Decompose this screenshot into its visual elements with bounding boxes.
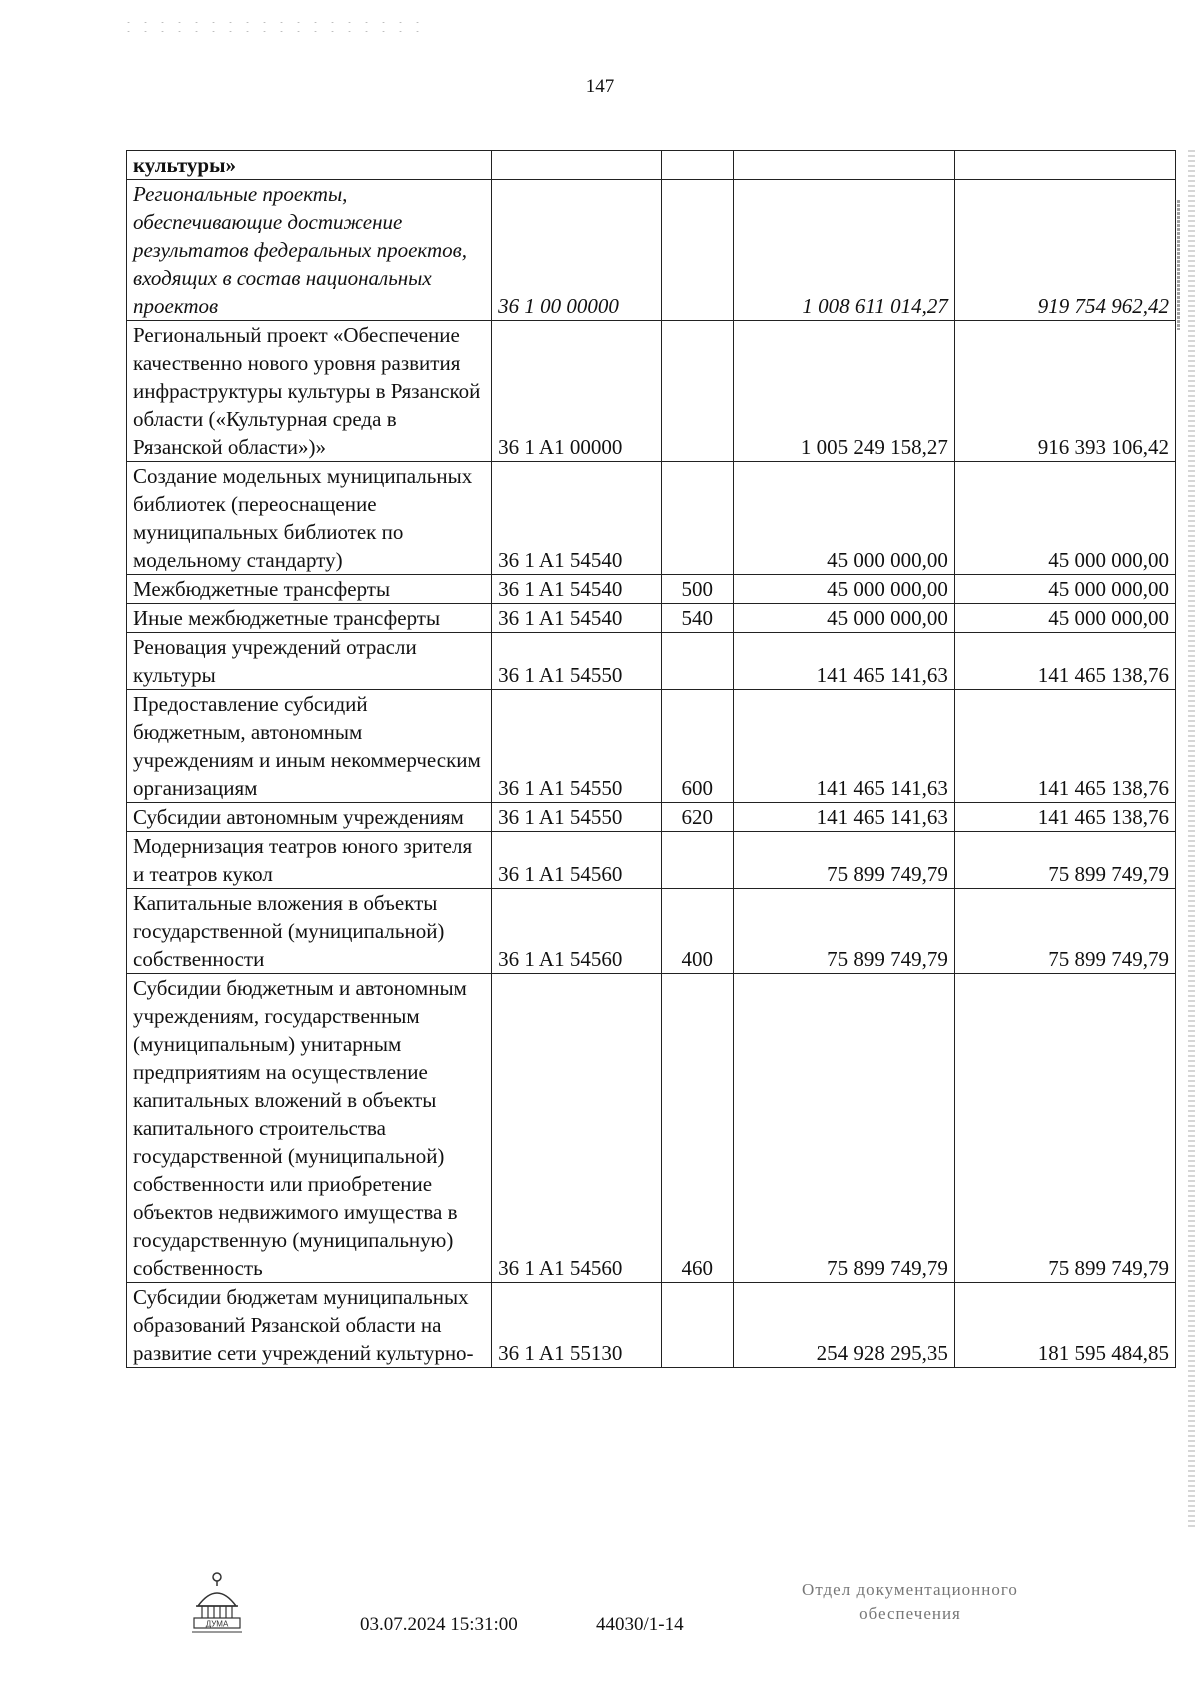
row-expense-type-cell: 500 [661, 575, 733, 604]
table-row [127, 321, 1176, 462]
row-amount-1-cell: 45 000 000,00 [733, 604, 954, 633]
table-row [127, 1283, 1176, 1368]
row-csr-code-cell [492, 151, 662, 180]
row-amount-1-cell: 254 928 295,35 [733, 1283, 954, 1368]
logo-text: ДУМА [205, 1619, 229, 1629]
row-name-cell: Межбюджетные трансферты [127, 575, 492, 604]
row-amount-1-cell: 141 465 141,63 [733, 690, 954, 803]
row-expense-type-cell [661, 1283, 733, 1368]
row-amount-1-cell: 1 005 249 158,27 [733, 321, 954, 462]
table-row [127, 832, 1176, 889]
page-number: 147 [585, 76, 615, 97]
row-csr-code-cell: 36 1 A1 54540 [492, 604, 662, 633]
row-amount-2-cell: 141 465 138,76 [954, 690, 1175, 803]
table-row [127, 604, 1176, 633]
budget-table [126, 150, 1176, 1368]
row-expense-type-cell [661, 321, 733, 462]
row-expense-type-cell: 600 [661, 690, 733, 803]
row-expense-type-cell [661, 151, 733, 180]
table-row [127, 974, 1176, 1283]
row-amount-2-cell: 919 754 962,42 [954, 180, 1175, 321]
row-amount-2-cell: 916 393 106,42 [954, 321, 1175, 462]
row-amount-1-cell: 75 899 749,79 [733, 974, 954, 1283]
row-amount-1-cell: 141 465 141,63 [733, 633, 954, 690]
table-row [127, 889, 1176, 974]
row-expense-type-cell: 620 [661, 803, 733, 832]
row-name-cell: Иные межбюджетные трансферты [127, 604, 492, 633]
stamp-line-1: Отдел документационного [802, 1580, 1018, 1599]
row-name-cell: Реновация учреждений отрасли культуры [127, 633, 492, 690]
budget-table-body [127, 151, 1176, 1368]
row-amount-2-cell [954, 151, 1175, 180]
row-csr-code-cell: 36 1 A1 54540 [492, 462, 662, 575]
row-amount-2-cell: 45 000 000,00 [954, 575, 1175, 604]
row-expense-type-cell [661, 462, 733, 575]
row-expense-type-cell [661, 180, 733, 321]
row-csr-code-cell: 36 1 A1 54550 [492, 803, 662, 832]
row-name-cell: Субсидии бюджетным и автономным учреждениям, государственным (муниципальным) унитарным предприятиям на осуществление капитальных вложений в объекты капитального строительства государственной (муниципальной) собственности или приобретение объектов недвижимого имущества в государственную (муниципальную) собственность [127, 974, 492, 1283]
row-expense-type-cell: 400 [661, 889, 733, 974]
department-stamp [760, 1578, 1060, 1626]
row-name-cell: культуры» [127, 151, 492, 180]
row-csr-code-cell: 36 1 A1 00000 [492, 321, 662, 462]
row-amount-2-cell: 181 595 484,85 [954, 1283, 1175, 1368]
row-amount-1-cell: 75 899 749,79 [733, 889, 954, 974]
row-expense-type-cell [661, 832, 733, 889]
row-amount-1-cell: 1 008 611 014,27 [733, 180, 954, 321]
row-name-cell: Создание модельных муниципальных библиотек (переоснащение муниципальных библиотек по модельному стандарту) [127, 462, 492, 575]
table-row [127, 180, 1176, 321]
row-name-cell: Модернизация театров юного зрителя и театров кукол [127, 832, 492, 889]
scan-noise [120, 18, 420, 32]
row-csr-code-cell: 36 1 A1 54560 [492, 974, 662, 1283]
scan-edge-marks-dark [1177, 200, 1180, 330]
table-row [127, 690, 1176, 803]
table-row [127, 575, 1176, 604]
row-amount-2-cell: 141 465 138,76 [954, 633, 1175, 690]
row-csr-code-cell: 36 1 00 00000 [492, 180, 662, 321]
row-amount-1-cell: 45 000 000,00 [733, 575, 954, 604]
row-csr-code-cell: 36 1 A1 54560 [492, 832, 662, 889]
registration-code: 44030/1-14 [596, 1614, 684, 1635]
row-amount-2-cell: 45 000 000,00 [954, 604, 1175, 633]
table-row [127, 151, 1176, 180]
row-amount-1-cell: 45 000 000,00 [733, 462, 954, 575]
page-footer [0, 1570, 1200, 1670]
row-name-cell: Региональные проекты, обеспечивающие достижение результатов федеральных проектов, входящих в состав национальных проектов [127, 180, 492, 321]
row-amount-2-cell: 45 000 000,00 [954, 462, 1175, 575]
row-name-cell: Субсидии бюджетам муниципальных образований Рязанской области на развитие сети учреждений культурно- [127, 1283, 492, 1368]
row-name-cell: Капитальные вложения в объекты государственной (муниципальной) собственности [127, 889, 492, 974]
row-expense-type-cell: 540 [661, 604, 733, 633]
row-amount-1-cell: 75 899 749,79 [733, 832, 954, 889]
table-row [127, 633, 1176, 690]
row-csr-code-cell: 36 1 A1 54560 [492, 889, 662, 974]
row-expense-type-cell: 460 [661, 974, 733, 1283]
row-name-cell: Предоставление субсидий бюджетным, автономным учреждениям и иным некоммерческим организациям [127, 690, 492, 803]
row-amount-2-cell: 75 899 749,79 [954, 832, 1175, 889]
row-amount-1-cell [733, 151, 954, 180]
row-name-cell: Субсидии автономным учреждениям [127, 803, 492, 832]
row-amount-2-cell: 75 899 749,79 [954, 974, 1175, 1283]
row-csr-code-cell: 36 1 A1 55130 [492, 1283, 662, 1368]
row-amount-1-cell: 141 465 141,63 [733, 803, 954, 832]
table-row [127, 803, 1176, 832]
row-expense-type-cell [661, 633, 733, 690]
row-amount-2-cell: 141 465 138,76 [954, 803, 1175, 832]
row-amount-2-cell: 75 899 749,79 [954, 889, 1175, 974]
stamp-line-2: обеспечения [859, 1604, 961, 1623]
registration-date: 03.07.2024 15:31:00 [360, 1614, 518, 1635]
row-csr-code-cell: 36 1 A1 54550 [492, 633, 662, 690]
row-name-cell: Региональный проект «Обеспечение качественно нового уровня развития инфраструктуры культуры в Рязанской области («Культурная среда в Рязанской области»)» [127, 321, 492, 462]
duma-logo-icon [188, 1570, 246, 1636]
row-csr-code-cell: 36 1 A1 54550 [492, 690, 662, 803]
table-row [127, 462, 1176, 575]
scan-edge-marks [1188, 150, 1195, 1530]
row-csr-code-cell: 36 1 A1 54540 [492, 575, 662, 604]
